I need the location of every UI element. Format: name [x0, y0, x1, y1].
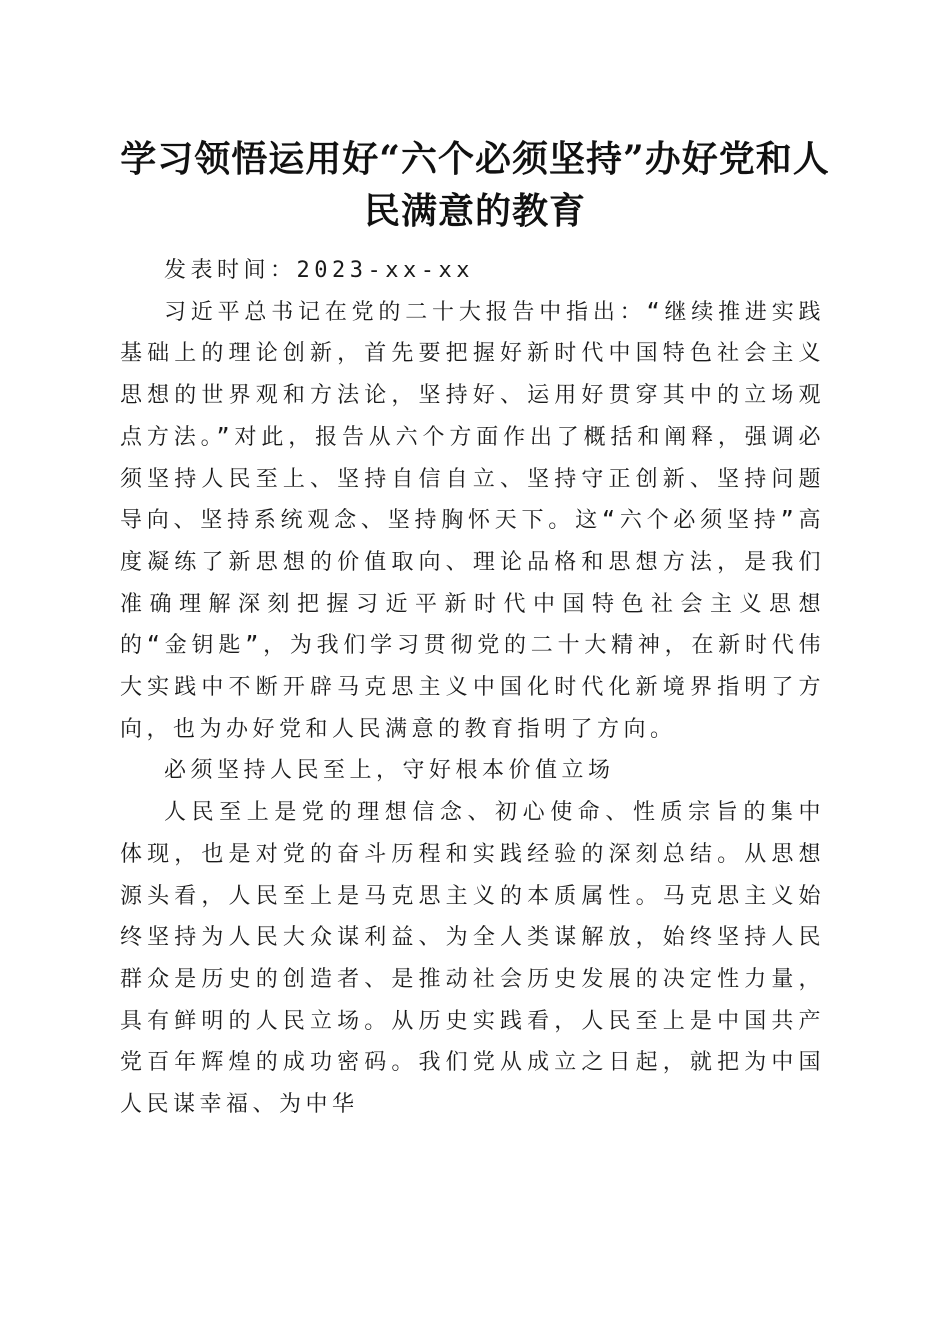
section-heading: 必须坚持人民至上，守好根本价值立场 — [164, 758, 615, 784]
document-title: 学习领悟运用好“六个必须坚持”办好党和人民满意的教育 — [120, 138, 830, 232]
paragraph-section-1: 人民至上是党的理想信念、初心使命、性质宗旨的集中体现，也是对党的奋斗历程和实践经验的深刻总结。从思想源头看，人民至上是马克思主义的本质属性。马克思主义始终坚持为人民大众谋利益、为全人类谋解放，始终坚持人民群众是历史的创造者、是推动社会历史发展的决定性力量，具有鲜明的人民立场。从历史实践看，人民至上是中国共产党百年辉煌的成功密码。我们党从成立之日起，就把为中国人民谋幸福、为中华 — [120, 800, 825, 1118]
date-line: 发表时间：2023-xx-xx — [164, 258, 474, 283]
paragraph-intro: 习近平总书记在党的二十大报告中指出：“继续推进实践基础上的理论创新，首先要把握好新时代中国特色社会主义思想的世界观和方法论，坚持好、运用好贯穿其中的立场观点方法。”对此，报告从六个方面作出了概括和阐释，强调必须坚持人民至上、坚持自信自立、坚持守正创新、坚持问题导向、坚持系统观念、坚持胸怀天下。这“六个必须坚持”高度凝练了新思想的价值取向、理论品格和思想方法，是我们准确理解深刻把握习近平新时代中国特色社会主义思想的“金钥匙”，为我们学习贯彻党的二十大精神，在新时代伟大实践中不断开辟马克思主义中国化时代化新境界指明了方向，也为办好党和人民满意的教育指明了方向。 — [120, 299, 825, 742]
document-body — [120, 250, 825, 1126]
